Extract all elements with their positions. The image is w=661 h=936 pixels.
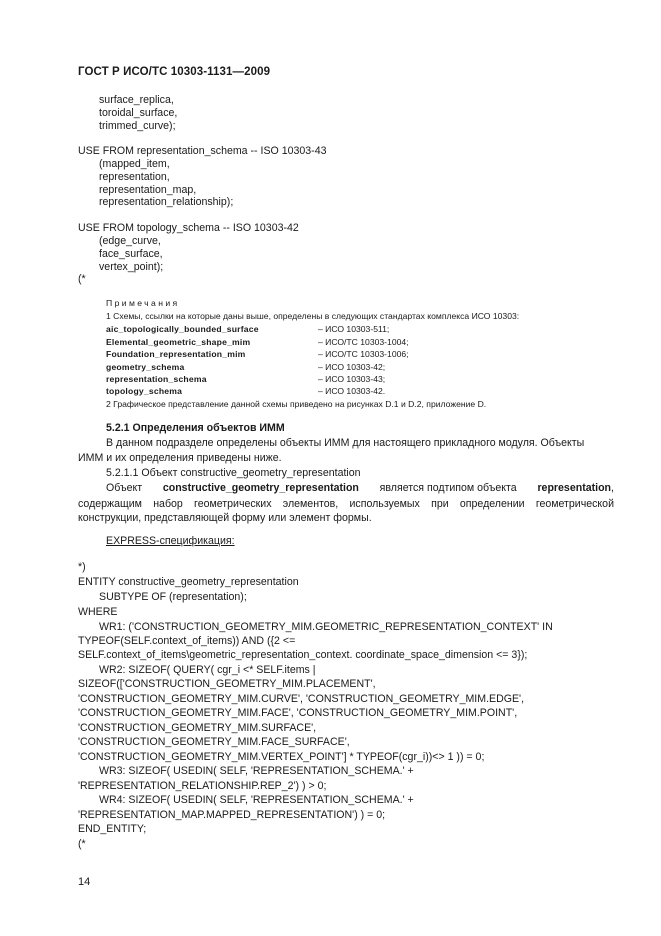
- code-line: representation,: [99, 171, 170, 183]
- schema-standard: – ИСО/ТС 10303-1004;: [318, 337, 409, 347]
- code-line: WR1: ('CONSTRUCTION_GEOMETRY_MIM.GEOMETRIC_REPRESENTATION_CONTEXT' IN: [99, 621, 553, 633]
- comment-open: (*: [78, 273, 86, 285]
- code-line: WHERE: [78, 606, 118, 618]
- paragraph-line: ИММ и их определения приведены ниже.: [78, 452, 282, 464]
- code-line: trimmed_curve);: [99, 120, 176, 132]
- code-line: 'REPRESENTATION_RELATIONSHIP.REP_2') ) > 0;: [78, 780, 327, 792]
- schema-name: representation_schema: [106, 374, 207, 384]
- code-line: END_ENTITY;: [78, 823, 147, 835]
- code-line: WR3: SIZEOF( USEDIN( SELF, 'REPRESENTATION_SCHEMA.' +: [99, 765, 414, 777]
- code-line: 'REPRESENTATION_MAP.MAPPED_REPRESENTATION') ) = 0;: [78, 809, 386, 821]
- schema-ref-row: [106, 373, 546, 385]
- definition-line: конструкции, представляющей форму или элемент формы.: [78, 512, 372, 524]
- schema-standard: – ИСО 10303-43;: [318, 374, 386, 384]
- code-line: SUBTYPE OF (representation);: [99, 591, 247, 603]
- schema-name: Foundation_representation_mim: [106, 349, 246, 359]
- entity-name: representation: [537, 482, 612, 494]
- definition-text: ,: [611, 482, 614, 494]
- code-line: WR2: SIZEOF( QUERY( cgr_i <* SELF.items |: [99, 664, 316, 676]
- code-line: SELF.context_of_items\geometric_representation_context. coordinate_space_dimension <= 3});: [78, 649, 528, 661]
- use-from-statement: USE FROM representation_schema -- ISO 10303-43: [78, 145, 327, 157]
- schema-name: geometry_schema: [106, 362, 185, 372]
- express-spec-label: EXPRESS-спецификация:: [106, 535, 235, 547]
- schema-name: topology_schema: [106, 386, 183, 396]
- definition-line: содержащим набор геометрических элементов, используемых при определении геометрической: [78, 498, 614, 510]
- code-line: 'CONSTRUCTION_GEOMETRY_MIM.VERTEX_POINT'] * TYPEOF(cgr_i))<> 1 )) = 0;: [78, 751, 485, 763]
- section-heading: 5.2.1 Определения объектов ИММ: [106, 422, 285, 434]
- note-1: 1 Схемы, ссылки на которые даны выше, определены в следующих стандартах комплекса ИСО 10303:: [106, 311, 520, 321]
- schema-standard: – ИСО 10303-511;: [318, 324, 390, 334]
- schema-standard: – ИСО 10303-42.: [318, 386, 386, 396]
- schema-ref-row: [106, 323, 546, 335]
- code-line: vertex_point);: [99, 261, 164, 273]
- code-line: toroidal_surface,: [99, 107, 178, 119]
- code-line: 'CONSTRUCTION_GEOMETRY_MIM.CURVE', 'CONSTRUCTION_GEOMETRY_MIM.EDGE',: [78, 693, 525, 705]
- code-line: WR4: SIZEOF( USEDIN( SELF, 'REPRESENTATION_SCHEMA.' +: [99, 794, 414, 806]
- schema-ref-row: [106, 348, 546, 360]
- use-from-statement: USE FROM topology_schema -- ISO 10303-42: [78, 222, 299, 234]
- code-line: representation_map,: [99, 184, 197, 196]
- code-line: SIZEOF(['CONSTRUCTION_GEOMETRY_MIM.PLACEMENT',: [78, 678, 376, 690]
- code-line: (*: [78, 838, 86, 850]
- note-2: 2 Графическое представление данной схемы приведено на рисунках D.1 и D.2, приложение D.: [106, 399, 487, 409]
- code-line: (edge_curve,: [99, 235, 161, 247]
- code-line: 'CONSTRUCTION_GEOMETRY_MIM.FACE_SURFACE',: [78, 736, 350, 748]
- document-header: ГОСТ Р ИСО/ТС 10303-1131—2009: [78, 66, 271, 78]
- code-line: 'CONSTRUCTION_GEOMETRY_MIM.SURFACE',: [78, 722, 317, 734]
- schema-ref-row: [106, 385, 546, 397]
- schema-ref-row: [106, 361, 546, 373]
- code-line: TYPEOF(SELF.context_of_items)) AND ({2 <=: [78, 635, 296, 647]
- schema-name: Elemental_geometric_shape_mim: [106, 337, 251, 347]
- definition-text: Объект: [106, 482, 143, 494]
- paragraph-line: В данном подразделе определены объекты ИММ для настоящего прикладного модуля. Объекты: [106, 437, 585, 449]
- code-line: 'CONSTRUCTION_GEOMETRY_MIM.FACE', 'CONSTRUCTION_GEOMETRY_MIM.POINT',: [78, 707, 518, 719]
- page-number: 14: [78, 876, 91, 888]
- subsection-heading: 5.2.1.1 Объект constructive_geometry_representation: [106, 467, 361, 479]
- entity-name: constructive_geometry_representation: [162, 482, 359, 494]
- code-line: ENTITY constructive_geometry_representation: [78, 576, 299, 588]
- code-line: representation_relationship);: [99, 196, 234, 208]
- code-line: *): [78, 561, 86, 573]
- notes-title: Примечания: [106, 298, 180, 308]
- code-line: (mapped_item,: [99, 158, 170, 170]
- schema-ref-row: [106, 336, 546, 348]
- code-line: surface_replica,: [99, 94, 174, 106]
- definition-line: [106, 482, 614, 495]
- schema-name: aic_topologically_bounded_surface: [106, 324, 259, 334]
- schema-standard: – ИСО 10303-42;: [318, 362, 386, 372]
- definition-text: является подтипом объекта: [379, 482, 517, 494]
- code-line: face_surface,: [99, 248, 163, 260]
- schema-standard: – ИСО/ТС 10303-1006;: [318, 349, 409, 359]
